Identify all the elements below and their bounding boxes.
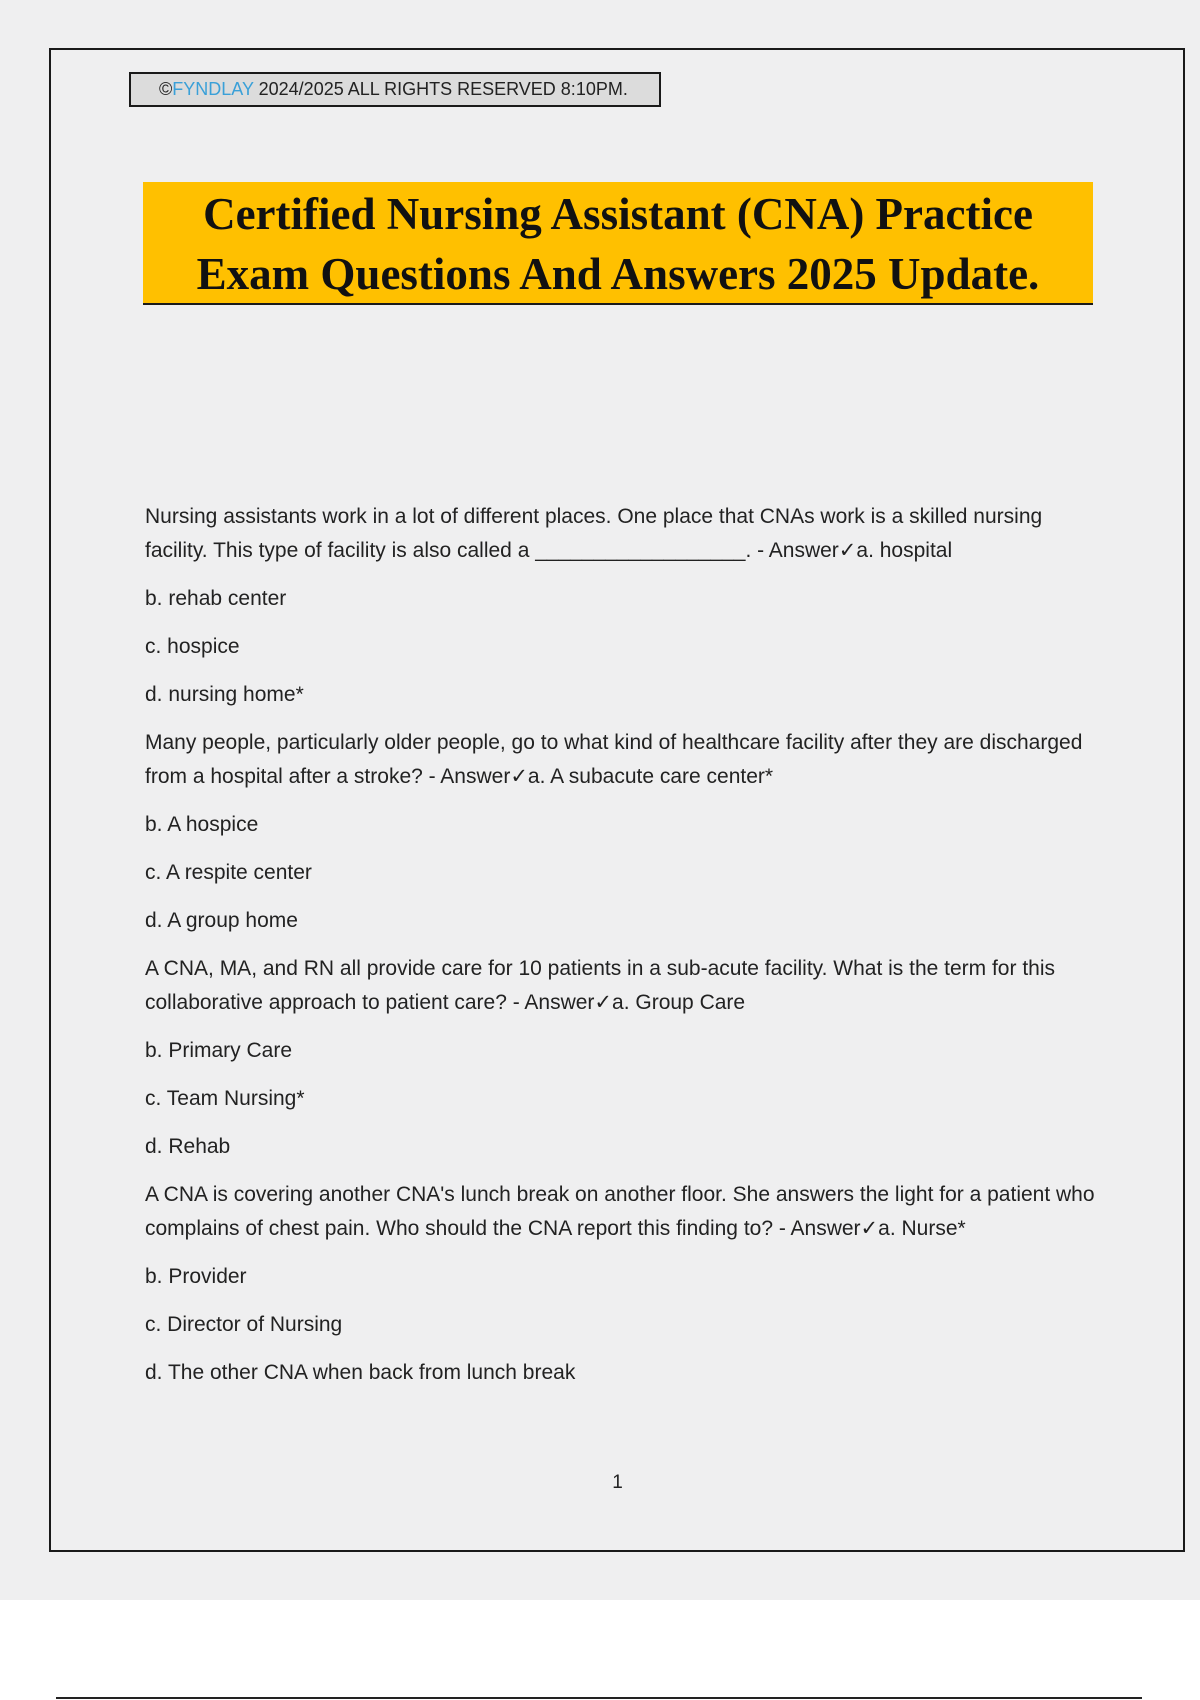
question-text: A CNA, MA, and RN all provide care for 10 patients in a sub-acute facility. What is the term for this collaborative approach to patient care? - Answer✓a. Group Care [145,957,1055,1014]
question-block [145,500,1095,712]
brand-name: FYNDLAY [172,79,254,99]
question-block [145,726,1095,938]
answer-option: b. Provider [145,1265,247,1288]
question-text: Nursing assistants work in a lot of different places. One place that CNAs work is a skilled nursing facility. This type of facility is also called a __________________. - Answer✓a. hospital [145,505,1043,562]
question-block [145,1178,1095,1390]
question-block [145,952,1095,1164]
footer-divider [56,1697,1142,1699]
answer-option: b. rehab center [145,587,287,610]
answer-option: c. Director of Nursing [145,1313,343,1336]
answer-option: d. Rehab [145,1135,231,1158]
answer-option: b. A hospice [145,813,259,836]
answer-option: b. Primary Care [145,1039,293,1062]
title-line-2: Exam Questions And Answers 2025 Update. [196,249,1040,299]
answer-option: c. A respite center [145,861,312,884]
page-number: 1 [612,1472,623,1493]
question-list [145,500,1095,1404]
title-line-1: Certified Nursing Assistant (CNA) Practice [203,189,1033,239]
copyright-symbol: © [159,79,173,99]
document-title [143,182,1093,305]
question-text: A CNA is covering another CNA's lunch break on another floor. She answers the light for a patient who complains of chest pain. Who should the CNA report this finding to? - Answer✓a. Nurse* [145,1183,1095,1240]
answer-option: c. Team Nursing* [145,1087,305,1110]
answer-option: d. The other CNA when back from lunch break [145,1361,576,1384]
copyright-notice [129,72,661,107]
question-text: Many people, particularly older people, go to what kind of healthcare facility after they are discharged from a hospital after a stroke? - Answer✓a. A subacute care center* [145,731,1083,788]
answer-option: d. A group home [145,909,298,932]
copyright-text: 2024/2025 ALL RIGHTS RESERVED 8:10PM. [253,79,628,99]
answer-option: c. hospice [145,635,240,658]
answer-option: d. nursing home* [145,683,304,706]
